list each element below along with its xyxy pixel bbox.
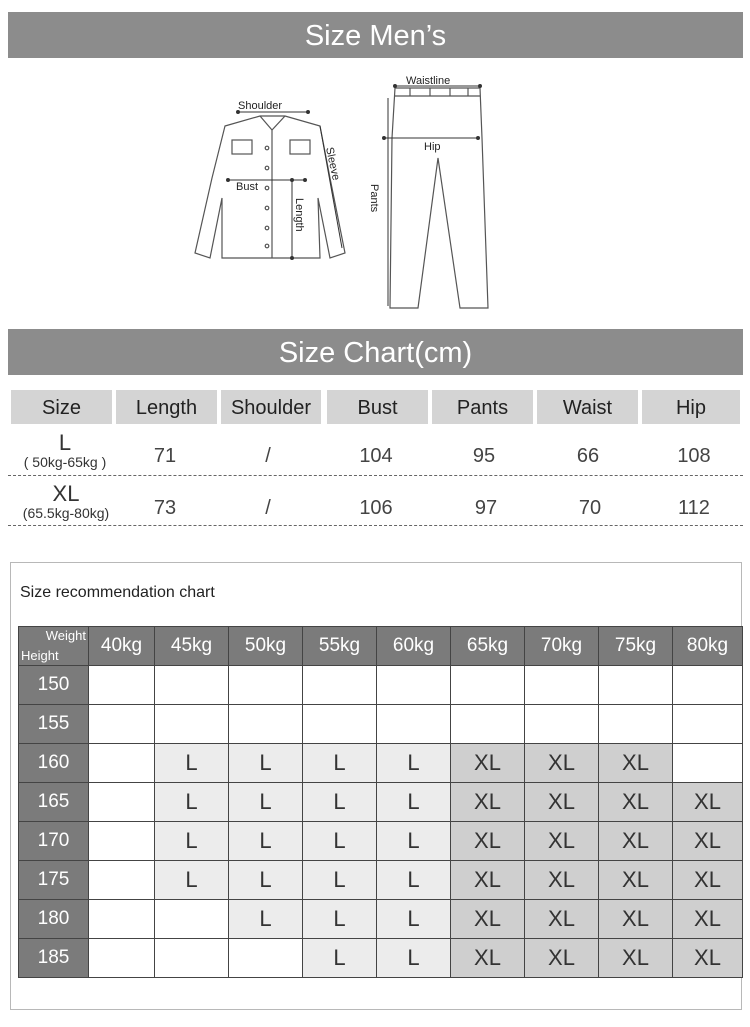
l-shoulder: /	[265, 445, 271, 467]
garment-measurement-diagram	[170, 68, 510, 313]
height-header: 155	[19, 705, 89, 744]
size-cell	[673, 744, 743, 783]
size-cell	[155, 666, 229, 705]
recommendation-title: Size recommendation chart	[20, 584, 215, 601]
xl-shoulder: /	[265, 497, 271, 519]
corner-cell	[19, 627, 89, 666]
size-cell: L	[377, 861, 451, 900]
weight-header: 40kg	[89, 627, 155, 666]
header-pants: Pants	[432, 390, 533, 424]
size-l-name: L	[58, 430, 72, 455]
size-cell: XL	[599, 744, 673, 783]
pants-label: Pants	[368, 184, 380, 213]
height-header: 165	[19, 783, 89, 822]
waistline-label: Waistline	[406, 75, 451, 87]
weight-header: 70kg	[525, 627, 599, 666]
size-cell: XL	[673, 861, 743, 900]
size-cell: L	[155, 744, 229, 783]
size-cell: XL	[673, 900, 743, 939]
size-cell: L	[155, 783, 229, 822]
xl-hip: 112	[678, 497, 710, 519]
size-chart-banner: Size Chart(cm)	[8, 329, 743, 375]
recommendation-rows	[19, 666, 743, 978]
row-divider	[8, 525, 743, 526]
size-cell: XL	[673, 939, 743, 978]
l-hip: 108	[677, 445, 711, 467]
size-cell	[229, 939, 303, 978]
size-cell	[377, 705, 451, 744]
row-divider	[8, 475, 743, 476]
height-header: 150	[19, 666, 89, 705]
l-bust: 104	[359, 445, 393, 467]
xl-waist: 70	[578, 497, 602, 519]
size-cell: L	[229, 861, 303, 900]
xl-length: 73	[153, 497, 177, 519]
table-row	[19, 822, 743, 861]
size-cell	[229, 666, 303, 705]
size-cell	[673, 666, 743, 705]
weight-header: 55kg	[303, 627, 377, 666]
size-cell: XL	[525, 900, 599, 939]
size-cell: L	[229, 783, 303, 822]
size-cell: XL	[525, 939, 599, 978]
size-cell: L	[229, 744, 303, 783]
size-cell	[451, 705, 525, 744]
l-waist: 66	[576, 445, 600, 467]
size-cell: XL	[599, 861, 673, 900]
size-cell: L	[377, 744, 451, 783]
sleeve-label: Sleeve	[323, 146, 342, 182]
header-shoulder: Shoulder	[221, 390, 321, 424]
size-cell	[89, 861, 155, 900]
size-cell: L	[303, 939, 377, 978]
size-cell	[451, 666, 525, 705]
size-l-range: ( 50kg-65kg )	[23, 454, 107, 470]
size-cell: XL	[525, 744, 599, 783]
l-pants: 95	[472, 445, 496, 467]
height-header: 180	[19, 900, 89, 939]
table-row	[19, 666, 743, 705]
size-cell: XL	[673, 783, 743, 822]
size-cell: L	[377, 783, 451, 822]
size-cell	[89, 744, 155, 783]
size-mens-banner: Size Men’s	[8, 12, 743, 58]
size-cell	[303, 666, 377, 705]
weight-header: 65kg	[451, 627, 525, 666]
header-hip: Hip	[642, 390, 740, 424]
size-cell: XL	[451, 939, 525, 978]
size-cell: XL	[599, 822, 673, 861]
header-waist: Waist	[537, 390, 638, 424]
corner-weight-label: Weight	[45, 628, 86, 643]
table-row	[19, 744, 743, 783]
size-cell	[525, 666, 599, 705]
size-cell	[89, 783, 155, 822]
size-cell: XL	[599, 900, 673, 939]
header-bust: Bust	[327, 390, 428, 424]
size-cell	[89, 822, 155, 861]
size-cell: L	[377, 939, 451, 978]
weight-header: 80kg	[673, 627, 743, 666]
weight-header: 75kg	[599, 627, 673, 666]
weight-header: 45kg	[155, 627, 229, 666]
weight-header: 60kg	[377, 627, 451, 666]
size-cell: XL	[599, 783, 673, 822]
height-header: 160	[19, 744, 89, 783]
height-header: 185	[19, 939, 89, 978]
size-cell	[229, 705, 303, 744]
l-length: 71	[153, 445, 177, 467]
size-cell	[525, 705, 599, 744]
pants-measure-lines	[383, 85, 482, 307]
size-cell: L	[229, 822, 303, 861]
size-cell	[89, 900, 155, 939]
size-cell	[377, 666, 451, 705]
size-cell: L	[303, 822, 377, 861]
size-xl-label	[0, 483, 132, 521]
size-cell: L	[229, 900, 303, 939]
table-row	[19, 783, 743, 822]
size-cell: L	[303, 783, 377, 822]
hip-label: Hip	[424, 141, 441, 153]
height-header: 175	[19, 861, 89, 900]
size-cell	[155, 900, 229, 939]
size-cell: L	[377, 822, 451, 861]
weight-header: 50kg	[229, 627, 303, 666]
size-cell: L	[303, 861, 377, 900]
size-recommendation-table	[18, 626, 743, 978]
size-cell: L	[155, 861, 229, 900]
size-cell: XL	[451, 744, 525, 783]
size-cell	[89, 666, 155, 705]
size-cell: L	[377, 900, 451, 939]
height-header: 170	[19, 822, 89, 861]
header-length: Length	[116, 390, 217, 424]
xl-pants: 97	[474, 497, 498, 519]
table-row	[19, 705, 743, 744]
size-cell: XL	[451, 900, 525, 939]
size-cell: XL	[451, 861, 525, 900]
size-cell: XL	[599, 939, 673, 978]
size-cell	[155, 939, 229, 978]
corner-height-label: Height	[21, 648, 59, 663]
table-row	[19, 939, 743, 978]
size-cell: L	[155, 822, 229, 861]
length-label: Length	[293, 198, 305, 232]
size-xl-name: XL	[52, 481, 80, 506]
pants-illustration	[390, 88, 488, 308]
size-cell	[155, 705, 229, 744]
table-row	[19, 900, 743, 939]
size-cell: XL	[525, 822, 599, 861]
size-cell	[89, 939, 155, 978]
size-xl-range: (65.5kg-80kg)	[22, 505, 110, 521]
size-cell	[89, 705, 155, 744]
header-size: Size	[11, 390, 112, 424]
xl-bust: 106	[359, 497, 393, 519]
size-cell	[599, 666, 673, 705]
size-cell	[673, 705, 743, 744]
size-cell: XL	[525, 783, 599, 822]
shoulder-label: Shoulder	[238, 100, 283, 112]
size-cell: XL	[673, 822, 743, 861]
size-cell: XL	[525, 861, 599, 900]
size-cell: L	[303, 744, 377, 783]
table-row	[19, 861, 743, 900]
size-cell: XL	[451, 822, 525, 861]
bust-label: Bust	[236, 181, 259, 193]
size-cell	[599, 705, 673, 744]
size-cell: XL	[451, 783, 525, 822]
weight-header-row	[19, 627, 743, 666]
size-cell	[303, 705, 377, 744]
size-l-label	[0, 432, 130, 470]
size-cell: L	[303, 900, 377, 939]
